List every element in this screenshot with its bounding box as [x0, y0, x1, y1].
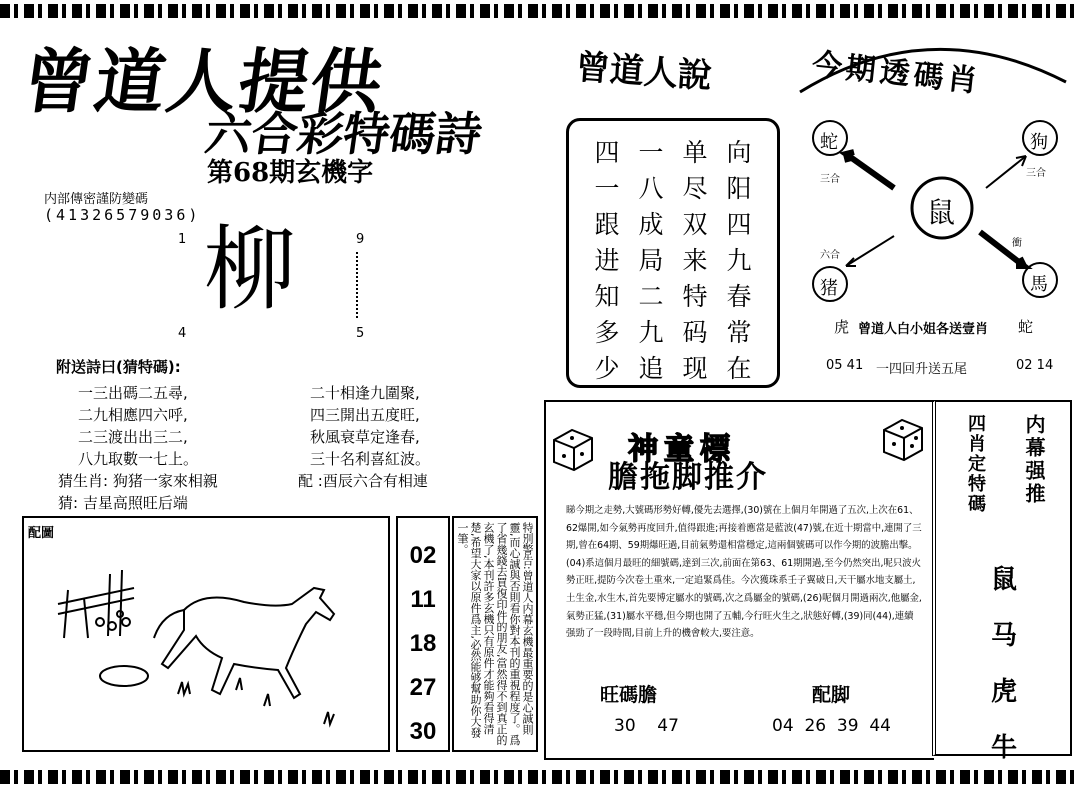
number-item: 18 [409, 630, 437, 657]
center-animal: 鼠 [927, 196, 956, 229]
top-border [0, 4, 1080, 18]
poem-char: 追 [638, 354, 664, 383]
side-right-label: 内幕强推 [1022, 414, 1046, 506]
lower-main-label: 膽拖脚推介 [608, 460, 768, 495]
tuo-numbers: 04 26 39 44 [772, 716, 891, 736]
sanhe-left: 三合 [820, 174, 840, 185]
page-title: 曾道人提供 [17, 40, 390, 123]
bottom-left-nums: 05 41 [826, 358, 864, 373]
guess-line [58, 492, 188, 513]
numbers-box [396, 516, 450, 752]
zodiac-line [58, 470, 218, 491]
middle-header: 曾道人說 [574, 47, 713, 97]
poem-char: 常 [726, 318, 752, 347]
poem-char: 知 [594, 282, 620, 311]
poem-char: 四 [594, 138, 620, 167]
animal-snake: 蛇 [820, 132, 838, 153]
poem-char: 阳 [726, 174, 752, 203]
number-item: 02 [409, 542, 437, 569]
side-animals [988, 552, 1020, 776]
chong-label: 衝 [1012, 238, 1022, 249]
side-left-label: 四肖定特碼 [965, 414, 986, 514]
picture-label: 配圖 [28, 526, 55, 541]
poem-char: 在 [726, 354, 752, 383]
poem-right-column [310, 382, 430, 470]
poem-char: 一 [638, 138, 664, 167]
poem-char: 春 [726, 282, 752, 311]
poem-char: 进 [594, 246, 620, 275]
poem-char: 二 [638, 282, 664, 311]
note-mid: 曾道人白小姐各送壹肖 [858, 322, 989, 337]
bottom-border [0, 770, 1080, 784]
pei-label: 配 [298, 472, 314, 490]
poem-char: 九 [638, 318, 664, 347]
zodiac-label: 猜生肖: [58, 472, 109, 490]
liuhe-label: 六合 [820, 250, 840, 261]
pei-line [298, 470, 428, 491]
gift-poem-title: 附送詩曰(猜特碼): [56, 358, 181, 376]
poem-char: 一 [594, 174, 620, 203]
lower-paragraph: 睇今期之走勢,大號碼形勢好轉,優先去選擇,(30)號在上個月年開過了五次,上次在61、62爆開,如今氣勢再度回升,值得跟進;再接着應當是藍波(47)號,在近十期當中,連開了三期,曾在64期、59期爆旺過,目前氣勢還相當穩定,這兩個號碼可以作今期的波膽出擊。(04)系這個月最旺的細號碼,達到三次,前面在第63、61期開過,至今仍然突出,呢只波火勢正旺,提防今次卷土重來,一定追緊爲佳。今次獲珠系壬子翼破日,天干屬水地支屬土,土生金,水生木,首先要博定屬水的號碼,次之爲屬金的號碼,(26)呢個月開過兩次,他屬金,氣勢正猛,(31)屬水平穩,但今期也開了五輔,今行旺火生之,狀態好轉,(39)同(44),連續强勁了一段時間,目前上升的機會較大,要注意。 [566, 505, 922, 640]
poem-line: 秋風衰草定逢春, [310, 428, 420, 446]
poem-left-column [78, 382, 198, 470]
key-character: 柳 [204, 216, 297, 323]
animal-dog: 狗 [1030, 132, 1048, 153]
poem-char: 向 [726, 138, 752, 167]
poem-char: 局 [638, 246, 664, 275]
poem-line: 一三出碼二五尋, [78, 384, 188, 402]
poem-char: 四 [726, 210, 752, 239]
issue-line: 第68期玄機字 [207, 158, 374, 188]
corner-num-1: 1 [178, 232, 187, 247]
corner-num-2: 9 [356, 232, 365, 247]
middle-poem-box [566, 118, 780, 388]
animal-item: 马 [990, 621, 1017, 651]
bottom-right-nums: 02 14 [1016, 358, 1054, 373]
poem-line: 四三開出五度旺, [310, 406, 420, 424]
middle-poem-grid [585, 133, 761, 385]
animal-horse: 馬 [1030, 274, 1048, 295]
poem-char: 来 [682, 246, 708, 275]
corner-num-4: 5 [356, 326, 365, 341]
bottom-mid-text: 一四回升送五尾 [876, 362, 968, 377]
corner-num-3: 4 [178, 326, 187, 341]
guess-text: 吉星高照旺后端 [82, 494, 188, 512]
warning-box [452, 516, 538, 752]
page-subtitle: 六合彩特碼詩 [201, 107, 486, 161]
note-left: 虎 [834, 318, 850, 336]
poem-line: 三十名利喜紅波。 [310, 450, 431, 468]
sanhe-right: 三合 [1026, 168, 1046, 179]
poem-line: 二十相逢九圍聚, [310, 384, 420, 402]
picture-box [22, 516, 390, 752]
animal-pig: 猪 [820, 278, 838, 299]
warning-text: 特別警告:曾道人内幕玄機最重要的是心誠則靈,而心誠與否則看你對本刊的重視程度了。爲了省幾錢去買復印件的朋友,當然得不到真正的玄機了,本刊許多玄機只有原件才能夠看得清楚,希望大家以原件爲主,必然能够幫助你大發一筆。 [456, 522, 534, 746]
poem-line: 八九取數一七上。 [78, 450, 199, 468]
poem-char: 单 [682, 138, 708, 167]
number-item: 27 [409, 674, 437, 701]
poem-line: 二九相應四六呼, [78, 406, 188, 424]
poem-char: 现 [682, 354, 708, 383]
dotted-guide [356, 252, 360, 318]
poem-char: 八 [638, 174, 664, 203]
number-item: 30 [409, 718, 437, 745]
tuo-label: 配脚 [812, 684, 851, 706]
dice-left-icon [550, 426, 596, 472]
poem-char: 多 [594, 318, 620, 347]
dan-numbers: 30 47 [614, 716, 679, 736]
pei-text: :酉辰六合有相連 [317, 472, 428, 490]
poem-char: 跟 [594, 210, 620, 239]
number-item: 11 [410, 586, 436, 613]
poem-char: 尽 [682, 174, 708, 203]
lower-top-label: 神童標 [628, 432, 736, 467]
poem-char: 九 [726, 246, 752, 275]
dice-right-icon [880, 416, 926, 462]
poem-line: 二三渡出出三二, [78, 428, 188, 446]
poem-char: 码 [682, 318, 708, 347]
guess-label: 猜: [58, 494, 79, 512]
animal-item: 鼠 [990, 565, 1017, 595]
secret-code: (41326579036) [44, 206, 201, 224]
animal-item: 牛 [990, 733, 1017, 763]
dan-label: 旺碼膽 [600, 684, 658, 706]
secret-label: 内部傳密謹防變碼 [44, 192, 149, 207]
animal-item: 虎 [990, 677, 1017, 707]
note-right: 蛇 [1018, 318, 1034, 336]
right-banner: 今期透碼肖 [810, 47, 983, 100]
horse-illustration [24, 518, 388, 750]
poem-char: 少 [594, 354, 620, 383]
poem-char: 特 [682, 282, 708, 311]
poem-char: 成 [638, 210, 664, 239]
zodiac-text: 狗猪一家來相親 [112, 472, 218, 490]
poem-char: 双 [682, 210, 708, 239]
